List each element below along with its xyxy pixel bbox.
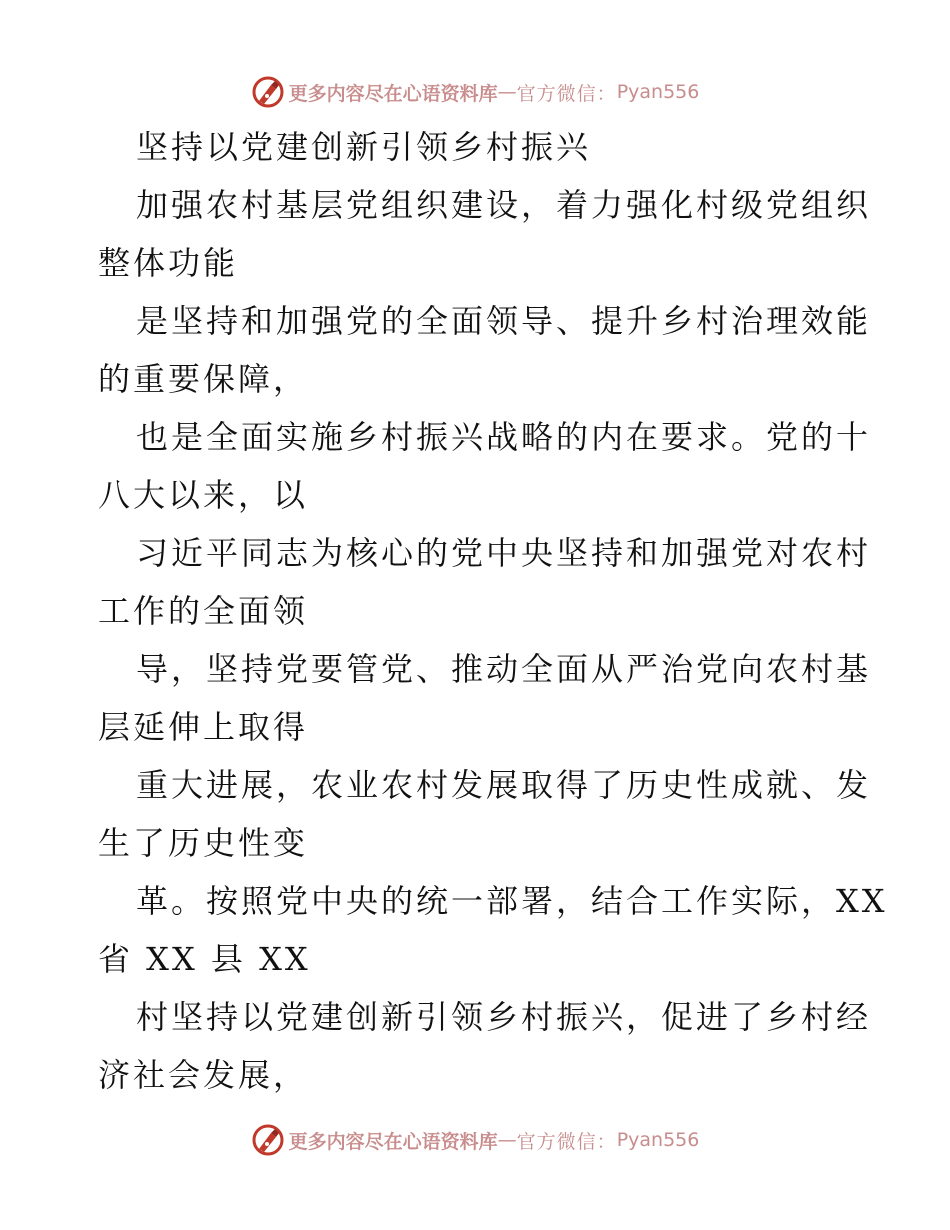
body-line: 层延伸上取得 [98,708,309,746]
pen-nib-logo-icon [251,75,285,109]
body-line: 习近平同志为核心的党中央坚持和加强党对农村 [136,534,872,572]
banner-separator: — [497,1129,517,1151]
banner-wechat-label: 官方微信： [516,82,617,105]
body-line: 重大进展，农业农村发展取得了历史性成就、发 [136,766,872,804]
banner-wechat-label: 官方微信： [516,1130,617,1153]
body-line: 也是全面实施乡村振兴战略的内在要求。党的十 [136,418,872,456]
pen-nib-logo-icon [251,1123,285,1157]
body-line: 的重要保障， [98,360,309,398]
banner-title: 更多内容尽在心语资料库 [288,82,498,105]
banner-wechat-id: Pyan556 [616,81,700,103]
body-line: 导，坚持党要管党、推动全面从严治党向农村基 [136,650,872,688]
banner-title: 更多内容尽在心语资料库 [288,1130,498,1153]
banner-separator: — [497,81,517,103]
document-body [98,118,888,1104]
body-line: 八大以来，以 [98,476,309,514]
body-line: 生了历史性变 [98,824,309,862]
body-line: 村坚持以党建创新引领乡村振兴，促进了乡村经 [136,998,872,1036]
body-line: 整体功能 [98,244,239,282]
document-title: 坚持以党建创新引领乡村振兴 [136,128,592,166]
banner-wechat-id: Pyan556 [616,1129,700,1151]
header-banner [0,72,950,112]
body-line: 济社会发展， [98,1056,309,1094]
footer-banner [0,1120,950,1160]
body-line: 革。按照党中央的统一部署，结合工作实际，XX [136,882,888,920]
body-line: 加强农村基层党组织建设，着力强化村级党组织 [136,186,872,224]
body-line: 是坚持和加强党的全面领导、提升乡村治理效能 [136,302,872,340]
body-line: 省 XX 县 XX [98,940,311,978]
body-line: 工作的全面领 [98,592,309,630]
